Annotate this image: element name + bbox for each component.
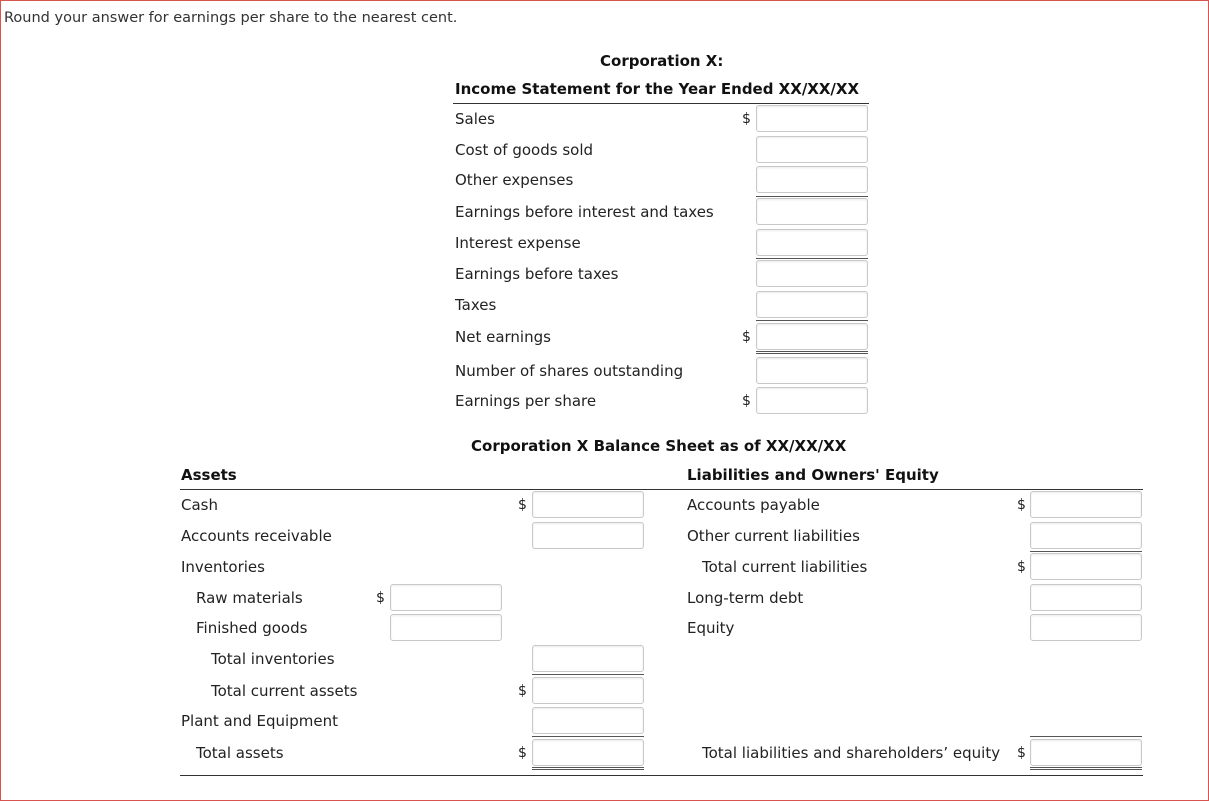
- label-shares: Number of shares outstanding: [455, 362, 684, 380]
- subtotal-underline: [756, 320, 868, 321]
- ebit-input[interactable]: [756, 198, 868, 225]
- total-double-underline: [532, 767, 644, 770]
- ebt-input[interactable]: [756, 260, 868, 287]
- label-inventories: Inventories: [181, 558, 265, 576]
- label-total-current-liabilities: Total current liabilities: [702, 558, 868, 576]
- label-raw-materials: Raw materials: [196, 589, 303, 607]
- dollar-sign: $: [1017, 745, 1026, 761]
- label-eps: Earnings per share: [455, 392, 597, 410]
- dollar-sign: $: [518, 683, 527, 699]
- accounts-payable-input[interactable]: [1030, 491, 1142, 518]
- dollar-sign: $: [742, 111, 751, 127]
- taxes-input[interactable]: [756, 291, 868, 318]
- label-interest: Interest expense: [455, 234, 581, 252]
- label-total-current-assets: Total current assets: [211, 682, 358, 700]
- subtotal-underline: [1030, 736, 1142, 737]
- long-term-debt-input[interactable]: [1030, 584, 1142, 611]
- label-net-earnings: Net earnings: [455, 328, 551, 346]
- label-other-current-liabilities: Other current liabilities: [687, 527, 860, 545]
- balance-sheet-title: Corporation X Balance Sheet as of XX/XX/XX: [471, 437, 847, 455]
- label-sales: Sales: [455, 110, 495, 128]
- dollar-sign: $: [742, 393, 751, 409]
- interest-expense-input[interactable]: [756, 229, 868, 256]
- subtotal-underline: [1030, 551, 1142, 552]
- instruction-text: Round your answer for earnings per share to the nearest cent.: [4, 10, 458, 26]
- label-long-term-debt: Long-term debt: [687, 589, 804, 607]
- assets-header: Assets: [181, 466, 237, 484]
- label-total-assets: Total assets: [196, 744, 284, 762]
- total-current-assets-input[interactable]: [532, 677, 644, 704]
- label-ebit: Earnings before interest and taxes: [455, 203, 714, 221]
- dollar-sign: $: [742, 329, 751, 345]
- balance-sheet-header-rule: [180, 489, 1143, 490]
- label-accounts-payable: Accounts payable: [687, 496, 820, 514]
- dollar-sign: $: [376, 590, 385, 606]
- subtotal-underline: [756, 196, 868, 197]
- dollar-sign: $: [1017, 497, 1026, 513]
- dollar-sign: $: [518, 497, 527, 513]
- label-taxes: Taxes: [455, 296, 497, 314]
- shares-outstanding-input[interactable]: [756, 357, 868, 384]
- equity-input[interactable]: [1030, 614, 1142, 641]
- liabilities-header: Liabilities and Owners' Equity: [687, 466, 939, 484]
- label-ebt: Earnings before taxes: [455, 265, 619, 283]
- income-statement-header-rule: [453, 103, 869, 104]
- balance-sheet-bottom-rule: [180, 775, 1143, 776]
- label-other-expenses: Other expenses: [455, 171, 574, 189]
- label-finished-goods: Finished goods: [196, 619, 308, 637]
- plant-equipment-input[interactable]: [532, 707, 644, 734]
- sales-input[interactable]: [756, 105, 868, 132]
- total-double-underline: [1030, 767, 1142, 770]
- income-statement-title: Income Statement for the Year Ended XX/XX/XX: [455, 80, 860, 98]
- total-current-liabilities-input[interactable]: [1030, 553, 1142, 580]
- other-expenses-input[interactable]: [756, 166, 868, 193]
- subtotal-underline: [532, 736, 644, 737]
- label-plant-equipment: Plant and Equipment: [181, 712, 338, 730]
- subtotal-underline: [532, 674, 644, 675]
- accounts-receivable-input[interactable]: [532, 522, 644, 549]
- raw-materials-input[interactable]: [390, 584, 502, 611]
- cash-input[interactable]: [532, 491, 644, 518]
- label-total-inventories: Total inventories: [211, 650, 335, 668]
- label-cogs: Cost of goods sold: [455, 141, 594, 159]
- label-total-liabilities-equity: Total liabilities and shareholders’ equity: [702, 744, 1001, 762]
- dollar-sign: $: [1017, 559, 1026, 575]
- income-statement-company: Corporation X:: [600, 52, 724, 70]
- total-assets-input[interactable]: [532, 739, 644, 766]
- other-current-liabilities-input[interactable]: [1030, 522, 1142, 549]
- cogs-input[interactable]: [756, 136, 868, 163]
- label-cash: Cash: [181, 496, 218, 514]
- finished-goods-input[interactable]: [390, 614, 502, 641]
- label-equity: Equity: [687, 619, 735, 637]
- total-double-underline: [756, 351, 868, 354]
- label-accounts-receivable: Accounts receivable: [181, 527, 332, 545]
- total-liabilities-equity-input[interactable]: [1030, 739, 1142, 766]
- total-inventories-input[interactable]: [532, 645, 644, 672]
- eps-input[interactable]: [756, 387, 868, 414]
- dollar-sign: $: [518, 745, 527, 761]
- net-earnings-input[interactable]: [756, 323, 868, 350]
- subtotal-underline: [756, 258, 868, 259]
